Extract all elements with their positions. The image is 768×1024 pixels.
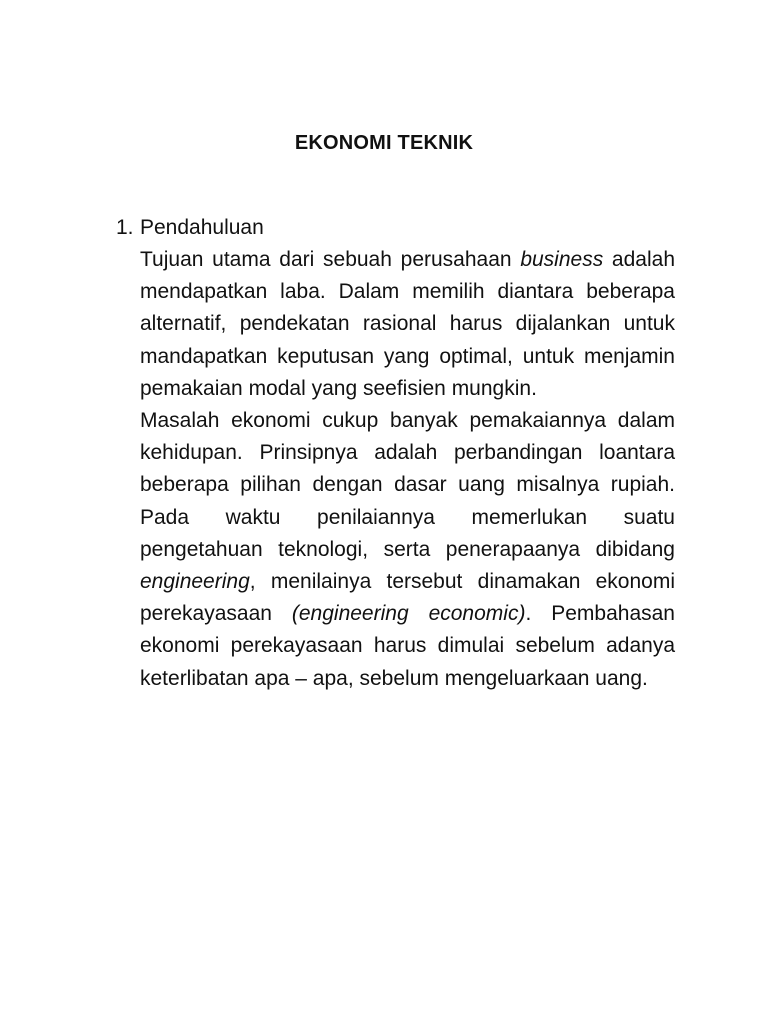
- document-title: EKONOMI TEKNIK: [294, 132, 474, 154]
- paragraph-2: [140, 405, 675, 695]
- paragraph-1: [140, 244, 675, 405]
- paragraph-2-italic-engineering-economic: (engineering economic): [291, 602, 526, 626]
- paragraph-2-italic-engineering: engineering: [140, 570, 250, 594]
- section-number: 1.: [116, 216, 134, 239]
- section-heading: [116, 212, 676, 244]
- section-body: [140, 244, 675, 695]
- paragraph-1-text-c: adalah mendapatkan laba. Dalam memilih diantara beberapa alternatif, pendekatan rasional harus dijalankan untuk mandapatkan keputusan yang optimal, untuk menjamin pemakaian modal yang seefisien mungkin.: [140, 248, 675, 400]
- paragraph-1-italic-business: business: [520, 248, 604, 271]
- section-pendahuluan: [116, 212, 676, 695]
- paragraph-1-text-a: Tujuan utama dari sebuah perusahaan: [140, 248, 521, 271]
- paragraph-2-text-c: , menilainya tersebut dinamakan ekonomi perekayasaan: [140, 570, 675, 626]
- paragraph-2-text-e: . Pembahasan ekonomi perekayasaan harus dimulai sebelum adanya keterlibatan apa – apa, sebelum mengeluarkaan uang.: [140, 602, 675, 690]
- paragraph-2-text-a: Masalah ekonomi cukup banyak pemakaiannya dalam kehidupan. Prinsipnya adalah perbandingan loantara beberapa pilihan dengan dasar uang misalnya rupiah. Pada waktu penilaiannya memerlukan suatu pengetahuan teknologi, serta penerapaanya dibidang: [140, 409, 675, 561]
- section-heading-text: Pendahuluan: [140, 216, 264, 239]
